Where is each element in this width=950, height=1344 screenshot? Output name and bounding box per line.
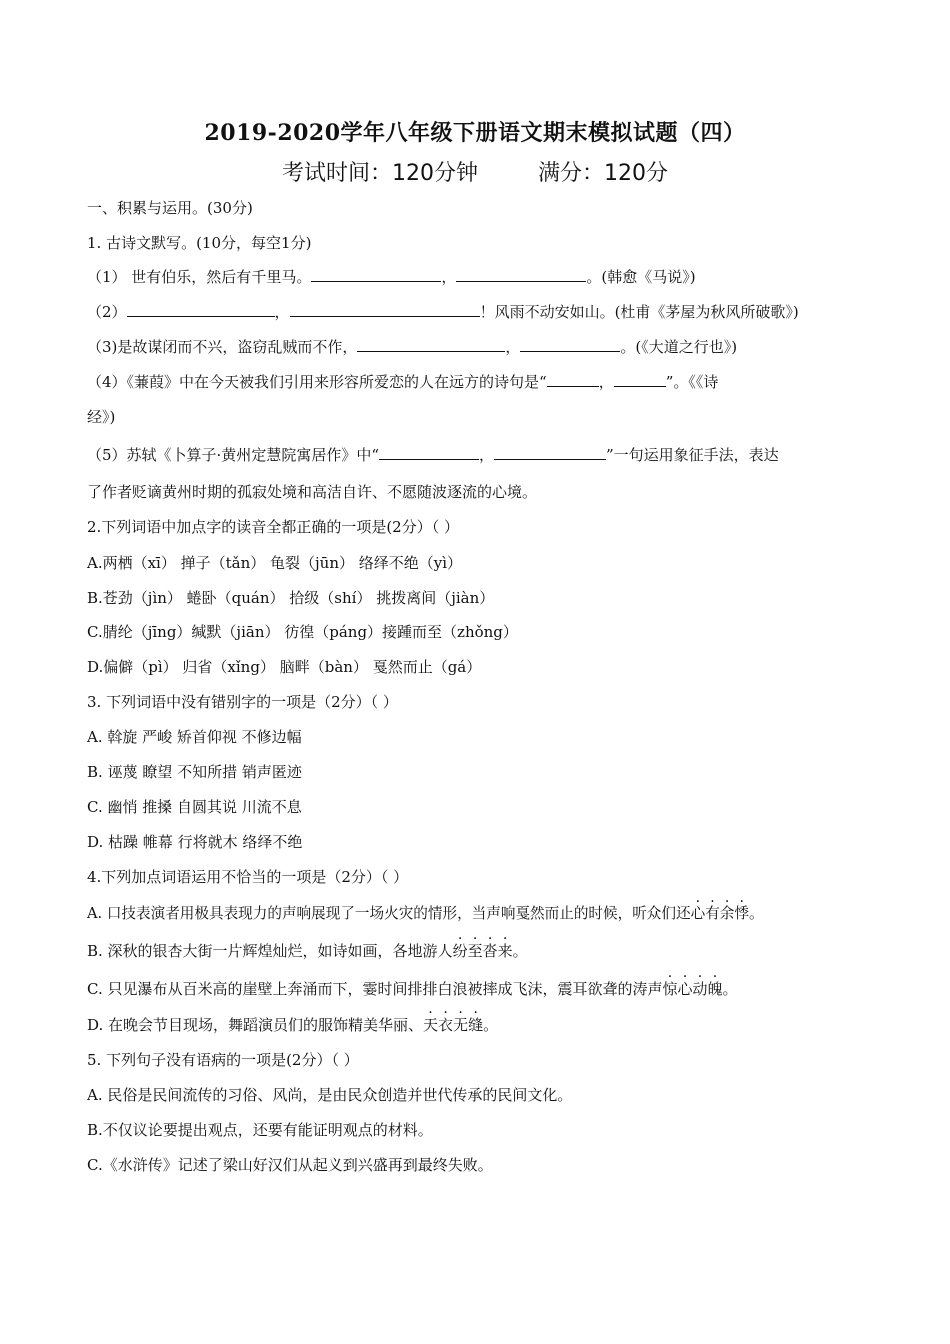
emphasis-char: 心 xyxy=(690,905,706,922)
dotted-phrase xyxy=(662,980,722,998)
q5-stem: 5. 下列句子没有语病的一项是(2分）（ ） xyxy=(87,1051,359,1069)
q4-stem: 4.下列加点词语运用不恰当的一项是（2分）（ ） xyxy=(87,868,409,886)
q1-item-4-cont: 经》) xyxy=(87,408,116,426)
q3-option-c: C. 幽悄 推搡 自圆其说 川流不息 xyxy=(87,798,302,816)
q1-item-5: （5）苏轼《卜算子·黄州定慧院寓居作》中“ ， ”一句运用象征手法，表达 xyxy=(87,446,779,464)
q1-item-5-cont: 了作者贬谪黄州时期的孤寂处境和高洁自许、不愿随波逐流的心境。 xyxy=(87,483,538,501)
emphasis-char: 缝 xyxy=(468,1016,484,1034)
answer-blank[interactable] xyxy=(494,445,606,460)
dotted-phrase xyxy=(453,942,513,960)
answer-blank[interactable] xyxy=(614,372,666,387)
q4-option-a: A. 口技表演者用极具表现力的声响展现了一场火灾的情形，当声响戛然而止的时候，听众们还心有余悸。 xyxy=(87,905,764,922)
answer-blank[interactable] xyxy=(311,267,441,282)
q2-option-a: A.两栖（xī） 掸子（tǎn） 龟裂（jūn） 络绎不绝（yì） xyxy=(87,554,463,572)
q1-stem: 1. 古诗文默写。(10分，每空1分) xyxy=(87,234,312,252)
emphasis-char: 来 xyxy=(497,942,513,960)
q2-stem: 2.下列词语中加点字的读音全都正确的一项是(2分）（ ） xyxy=(87,518,459,536)
emphasis-char: 动 xyxy=(692,980,708,998)
q4-option-d: D. 在晚会节目现场，舞蹈演员们的服饰精美华丽、天衣无缝。 xyxy=(87,1016,499,1034)
q1-item-2: （2） ， ！风雨不动安如山。(杜甫《茅屋为秋风所破歌》) xyxy=(87,303,799,321)
emphasis-char: 至 xyxy=(467,942,483,960)
q2-option-b: B.苍劲（jìn） 蜷卧（quán） 拾级（shí） 挑拨离间（jiàn） xyxy=(87,589,495,607)
answer-blank[interactable] xyxy=(290,302,480,317)
emphasis-char: 无 xyxy=(453,1016,469,1034)
emphasis-char: 沓 xyxy=(482,942,498,960)
q5-option-b: B.不仅议论要提出观点，还要有能证明观点的材料。 xyxy=(87,1121,433,1139)
page-title: 2019-2020学年八年级下册语文期末模拟试题（四） xyxy=(204,120,746,146)
emphasis-char: 有 xyxy=(705,905,720,922)
dotted-phrase xyxy=(691,905,749,922)
emphasis-char: 衣 xyxy=(438,1016,454,1034)
exam-info xyxy=(0,156,950,187)
q4-option-c: C. 只见瀑布从百米高的崖壁上奔涌而下，霎时间排排白浪被摔成飞沫，震耳欲聋的涛声惊心动魄。 xyxy=(87,980,738,998)
exam-time: 考试时间：120分钟 xyxy=(282,161,478,186)
q2-option-c: C.腈纶（jīng）缄默（jiān） 彷徨（páng）接踵而至（zhǒng） xyxy=(87,623,518,641)
q3-option-d: D. 枯躁 帷幕 行将就木 络绎不绝 xyxy=(87,833,303,851)
emphasis-char: 心 xyxy=(677,980,693,998)
emphasis-char: 惊 xyxy=(662,980,678,998)
q3-stem: 3. 下列词语中没有错别字的一项是（2分）（ ） xyxy=(87,693,398,711)
emphasis-char: 纷 xyxy=(452,942,468,960)
q1-item-4: （4）《蒹葭》中在今天被我们引用来形容所爱恋的人在远方的诗句是“ ， ”。《《诗 xyxy=(87,373,719,391)
answer-blank[interactable] xyxy=(379,445,479,460)
q1-item-3: （3)是故谋闭而不兴，盗窃乱贼而不作， ， 。(《大道之行也》) xyxy=(87,338,738,356)
q3-option-b: B. 诬蔑 瞭望 不知所措 销声匿迹 xyxy=(87,763,302,781)
emphasis-char: 魄 xyxy=(707,980,723,998)
answer-blank[interactable] xyxy=(520,337,620,352)
answer-blank[interactable] xyxy=(357,337,505,352)
answer-blank[interactable] xyxy=(127,302,275,317)
emphasis-char: 天 xyxy=(423,1016,439,1034)
q3-option-a: A. 斡旋 严峻 矫首仰视 不修边幅 xyxy=(87,728,302,746)
emphasis-char: 余 xyxy=(719,905,735,922)
answer-blank[interactable] xyxy=(456,267,586,282)
dotted-phrase xyxy=(423,1016,483,1034)
emphasis-char: 悸 xyxy=(734,905,750,922)
q5-option-a: A. 民俗是民间流传的习俗、风尚，是由民众创造并世代传承的民间文化。 xyxy=(87,1086,573,1104)
q4-option-b: B. 深秋的银杏大街一片辉煌灿烂，如诗如画，各地游人纷至沓来。 xyxy=(87,942,528,960)
q1-item-1: （1） 世有伯乐，然后有千里马。 ， 。(韩愈《马说》) xyxy=(87,268,696,286)
answer-blank[interactable] xyxy=(547,372,599,387)
section-heading: 一、积累与运用。(30分) xyxy=(87,199,253,217)
exam-score: 满分：120分 xyxy=(538,161,668,186)
q2-option-d: D.偏僻（pì） 归省（xǐng） 脑畔（bàn） 戛然而止（gá） xyxy=(87,658,482,676)
q5-option-c: C.《水浒传》记述了梁山好汉们从起义到兴盛再到最终失败。 xyxy=(87,1156,493,1174)
